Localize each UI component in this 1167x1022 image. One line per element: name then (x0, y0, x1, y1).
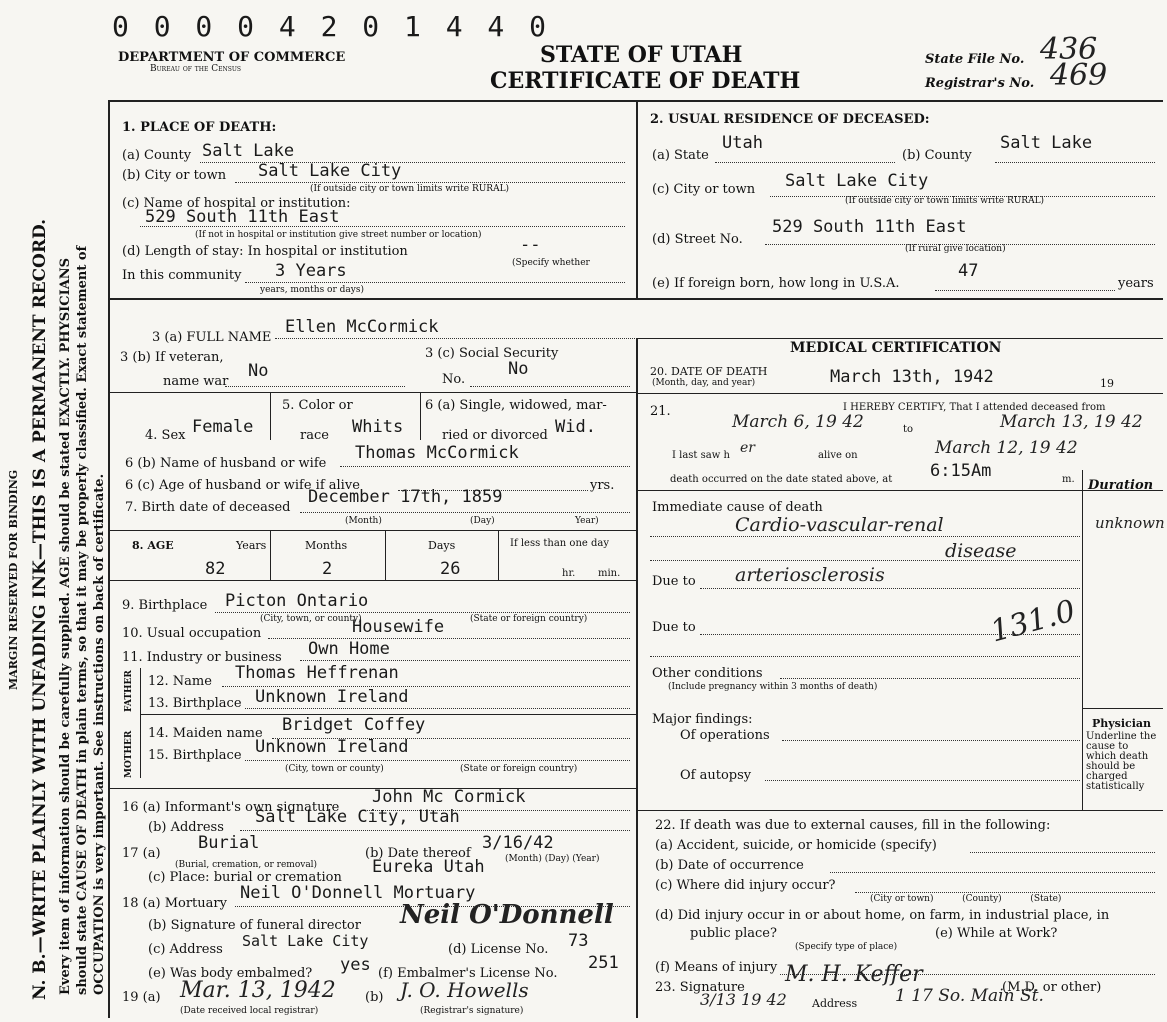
bureau: Bureau of the Census (150, 64, 242, 74)
external-heading: 22. If death was due to external causes, fill in the following: (655, 818, 1051, 833)
certify-text: I HEREBY CERTIFY, That I attended deceased from (843, 402, 1106, 413)
mortuary-address-label: (c) Address (148, 942, 223, 957)
due-to-label: Due to (652, 574, 696, 589)
item-21: 21. (650, 404, 671, 419)
name-label: 3 (a) FULL NAME (152, 330, 272, 345)
cause-code: 131.0 (986, 593, 1079, 650)
marital-label-2: ried or divorced (442, 428, 548, 443)
race-label: race (300, 428, 329, 443)
father-bp-label: 13. Birthplace (148, 696, 242, 711)
immediate-label: Immediate cause of death (652, 500, 823, 515)
birth-value: December 17th, 1859 (308, 487, 503, 507)
ss-label: 3 (c) Social Security (425, 346, 559, 361)
full-name: Ellen McCormick (285, 317, 439, 337)
father-bp: Unknown Ireland (255, 687, 409, 707)
divider-mid (636, 338, 638, 1018)
informant-label: 16 (a) Informant's own signature (122, 800, 340, 815)
disposal-date-label: (b) Date thereof (365, 846, 471, 861)
ss-value: No (508, 359, 529, 379)
where-label: (c) Where did injury occur? (655, 878, 836, 893)
res-street-label: (d) Street No. (652, 232, 743, 247)
dod-value: March 13th, 1942 (830, 367, 994, 387)
informant-address: Salt Lake City, Utah (255, 807, 460, 827)
bp-city-note: (City, town, or county) (260, 614, 362, 624)
binding-margin-note: MARGIN RESERVED FOR BINDING (7, 469, 20, 690)
disposal-value: Burial (198, 833, 260, 853)
duration-value: unknown (1095, 514, 1165, 532)
col-days (498, 530, 499, 580)
home-label: (d) Did injury occur in or about home, on farm, in industrial place, in (655, 908, 1110, 923)
place-heading: 1. PLACE OF DEATH: (122, 120, 277, 135)
parents-col (140, 668, 141, 778)
rule-22 (636, 810, 1163, 811)
city-label: (b) City or town (122, 168, 227, 183)
received-label: 19 (a) (122, 990, 161, 1005)
age-label: 8. AGE (132, 539, 174, 552)
received-note: (Date received local registrar) (180, 1006, 319, 1016)
col-color (420, 393, 421, 440)
disposal-label: 17 (a) (122, 846, 161, 861)
race-value: Whits (352, 417, 404, 437)
disposal-note: (Burial, cremation, or removal) (175, 860, 318, 870)
mother-bp: Unknown Ireland (255, 737, 409, 757)
registrar-note: (Registrar's signature) (420, 1006, 524, 1016)
license-value: 73 (568, 931, 589, 951)
residence-heading: 2. USUAL RESIDENCE OF DECEASED: (650, 112, 930, 127)
dod-tail: 19 (1100, 377, 1114, 390)
other-conditions-label: Other conditions (652, 666, 763, 681)
col-sex (270, 393, 271, 440)
occurrence-label: (b) Date of occurrence (655, 858, 804, 873)
res-county: Salt Lake (1000, 133, 1093, 153)
res-city: Salt Lake City (785, 171, 929, 191)
sex-label: 4. Sex (145, 428, 186, 443)
medical-heading: MEDICAL CERTIFICATION (790, 340, 1002, 356)
dod-label: 20. DATE OF DEATH (650, 365, 768, 378)
director-label: (b) Signature of funeral director (148, 918, 361, 933)
years-label: years (1118, 276, 1154, 291)
marital-label: 6 (a) Single, widowed, mar- (425, 398, 607, 413)
received-date: Mar. 13, 1942 (180, 978, 336, 1003)
mother-bp-label: 15. Birthplace (148, 748, 242, 763)
occupation-value: Housewife (352, 617, 445, 637)
last-saw-her: er (740, 440, 755, 456)
disposal-date: 3/16/42 (482, 833, 554, 853)
last-saw-label: I last saw h (672, 450, 730, 461)
where-note: (City or town) (County) (State) (870, 894, 1062, 904)
father-label: FATHER (124, 670, 134, 712)
hospital-label: (c) Name of hospital or institution: (122, 196, 351, 211)
registrar-signature: J. O. Howells (400, 978, 529, 1002)
med-top (636, 338, 1163, 339)
color-label: 5. Color or (282, 398, 353, 413)
occupation-label: 10. Usual occupation (122, 626, 262, 641)
state-heading: STATE OF UTAH (540, 42, 743, 68)
ss-no-label: No. (442, 372, 466, 387)
instruction-line-3: should state CAUSE OF DEATH in plain terms, so that it may be properly classified. Exact statement of (75, 245, 90, 995)
registrar-no: 469 (1050, 58, 1108, 93)
war-label: name war (163, 374, 229, 389)
license-label: (d) License No. (448, 942, 549, 957)
state-file-label: State File No. (925, 52, 1025, 67)
physician-top (1082, 708, 1163, 709)
burial-place-label: (c) Place: burial or cremation (148, 870, 342, 885)
department: DEPARTMENT OF COMMERCE (118, 50, 346, 65)
date-note: (Month) (Day) (Year) (505, 854, 600, 864)
industry-label: 11. Industry or business (122, 650, 282, 665)
death-time: 6:15Am (930, 461, 992, 481)
md-label: (M.D. or other) (1002, 980, 1102, 995)
public-note: (Specify type of place) (795, 942, 898, 952)
divider-top (636, 100, 638, 298)
attended-from: March 6, 19 42 (732, 412, 864, 432)
stay-label: (d) Length of stay: In hospital or institution (122, 244, 408, 259)
industry-value: Own Home (308, 639, 390, 659)
duration-col (1082, 470, 1083, 810)
mother-state-note: (State or foreign country) (460, 764, 578, 774)
community-label: In this community (122, 268, 242, 283)
alive-label: alive on (818, 450, 858, 461)
mortuary-address: Salt Lake City (242, 932, 369, 950)
physician-box-title: Physician (1092, 717, 1152, 730)
veteran-value: No (248, 361, 269, 381)
physician-address: 1 17 So. Main St. (895, 986, 1044, 1006)
dod-note: (Month, day, and year) (652, 378, 756, 388)
director-signature: Neil O'Donnell (400, 900, 614, 930)
rule-9 (108, 580, 636, 581)
months-header: Months (305, 539, 348, 552)
res-city-note: (If outside city or town limits write RURAL) (845, 196, 1045, 206)
occurred-label: death occurred on the date stated above, at (670, 474, 893, 485)
marital-value: Wid. (555, 417, 596, 437)
res-city-label: (c) City or town (652, 182, 756, 197)
days-header: Days (428, 539, 456, 552)
mother-city-note: (City, town or county) (285, 764, 384, 774)
rule-4 (108, 392, 636, 393)
embalmer-label: (f) Embalmer's License No. (378, 966, 558, 981)
to-label: to (903, 424, 914, 435)
birthplace-label: 9. Birthplace (122, 598, 208, 613)
duration-header: Duration (1088, 478, 1154, 493)
res-state-label: (a) State (652, 148, 709, 163)
instruction-line-1: N. B.—WRITE PLAINLY WITH UNFADING INK—THIS IS A PERMANENT RECORD. (30, 218, 50, 1000)
frame-left (108, 100, 110, 1018)
veteran-label: 3 (b) If veteran, (120, 350, 224, 365)
res-county-label: (b) County (902, 148, 972, 163)
state-file-no: 436 (1040, 32, 1098, 67)
embalmed-label: (e) Was body embalmed? (148, 966, 313, 981)
address-label: Address (812, 997, 858, 1010)
instruction-line-4: OCCUPATION is very important. See instructions on back of certificate. (92, 473, 107, 995)
col-months (385, 530, 386, 580)
mortuary-value: Neil O'Donnell Mortuary (240, 883, 476, 903)
due-to-value: arteriosclerosis (735, 564, 885, 586)
city-note: (If outside city or town limits write RURAL) (310, 184, 510, 194)
birth-day: (Day) (470, 516, 495, 526)
signature-date: 3/13 19 42 (700, 990, 787, 1009)
public-place-label: public place? (690, 926, 777, 941)
age-days: 26 (440, 559, 461, 579)
less-day-header: If less than one day (510, 538, 609, 549)
bp-state-note: (State or foreign country) (470, 614, 588, 624)
immediate-cause-2: disease (945, 540, 1017, 562)
years-header: Years (236, 539, 267, 552)
birth-year: Year) (575, 516, 599, 526)
work-label: (e) While at Work? (935, 926, 1058, 941)
autopsy-label: Of autopsy (680, 768, 752, 783)
birth-label: 7. Birth date of deceased (125, 500, 291, 515)
embalmer-value: 251 (588, 953, 619, 973)
means-label: (f) Means of injury (655, 960, 778, 975)
divider-section (108, 298, 1163, 300)
county-value: Salt Lake (202, 141, 295, 161)
birth-month: (Month) (345, 516, 382, 526)
signature-label: 23. Signature (655, 980, 745, 995)
received-b: (b) (365, 990, 384, 1005)
accident-label: (a) Accident, suicide, or homicide (specify) (655, 838, 937, 853)
burial-place: Eureka Utah (372, 857, 485, 877)
yrs-label: yrs. (590, 478, 615, 493)
attended-to: March 13, 19 42 (1000, 412, 1143, 432)
community-value: 3 Years (275, 261, 347, 281)
age-months: 2 (322, 559, 333, 579)
hospital-note: (If not in hospital or institution give street number or location) (195, 230, 482, 240)
foreign-value: 47 (958, 261, 979, 281)
major-findings-label: Major findings: (652, 712, 753, 727)
certificate-title: CERTIFICATE OF DEATH (490, 68, 801, 94)
rule-8 (108, 530, 636, 531)
age-years: 82 (205, 559, 226, 579)
birthplace-value: Picton Ontario (225, 591, 369, 611)
physician-note: Underline the cause to which death should be charged statistically (1086, 731, 1157, 792)
res-street: 529 South 11th East (772, 217, 967, 237)
col-years (270, 530, 271, 580)
embalmed-value: yes (340, 955, 371, 975)
specify-note: (Specify whether (512, 258, 590, 268)
other-note: (Include pregnancy within 3 months of death) (668, 682, 878, 692)
hr-label: hr. (562, 568, 576, 579)
informant-signature: John Mc Cormick (372, 787, 526, 807)
immediate-cause-1: Cardio-vascular-renal (735, 514, 944, 536)
m-label: m. (1062, 474, 1075, 485)
res-state: Utah (722, 133, 763, 153)
sex-value: Female (192, 417, 254, 437)
mother-name-label: 14. Maiden name (148, 726, 263, 741)
informant-address-label: (b) Address (148, 820, 224, 835)
spouse-label: 6 (b) Name of husband or wife (125, 456, 327, 471)
mortuary-label: 18 (a) Mortuary (122, 896, 227, 911)
father-name: Thomas Heffrenan (235, 663, 399, 683)
rule-21 (636, 393, 1163, 394)
rule-cause (636, 490, 1163, 491)
min-label: min. (598, 568, 621, 579)
hospital-value: 529 South 11th East (145, 207, 340, 227)
spouse-value: Thomas McCormick (355, 443, 519, 463)
due-to-label-2: Due to (652, 620, 696, 635)
stay-value: -- (520, 235, 541, 255)
city-value: Salt Lake City (258, 161, 402, 181)
county-label: (a) County (122, 148, 192, 163)
physician-signature: M. H. Keffer (785, 962, 923, 987)
alive-value: March 12, 19 42 (935, 438, 1078, 458)
registrar-label: Registrar's No. (925, 76, 1035, 91)
mother-label: MOTHER (124, 730, 134, 778)
spouse-age-label: 6 (c) Age of husband or wife if alive (125, 478, 360, 493)
res-street-note: (If rural give location) (905, 244, 1006, 254)
mother-name: Bridget Coffey (282, 715, 426, 735)
instruction-line-2: Every item of information should be carefully supplied. AGE should be stated EXACTLY. PHYSICIANS (58, 257, 73, 995)
foreign-label: (e) If foreign born, how long in U.S.A. (652, 276, 900, 291)
father-name-label: 12. Name (148, 674, 212, 689)
community-note: years, months or days) (260, 285, 364, 295)
serial-number: 0 0 0 0 4 2 0 1 4 4 0 (112, 10, 551, 43)
operations-label: Of operations (680, 728, 770, 743)
